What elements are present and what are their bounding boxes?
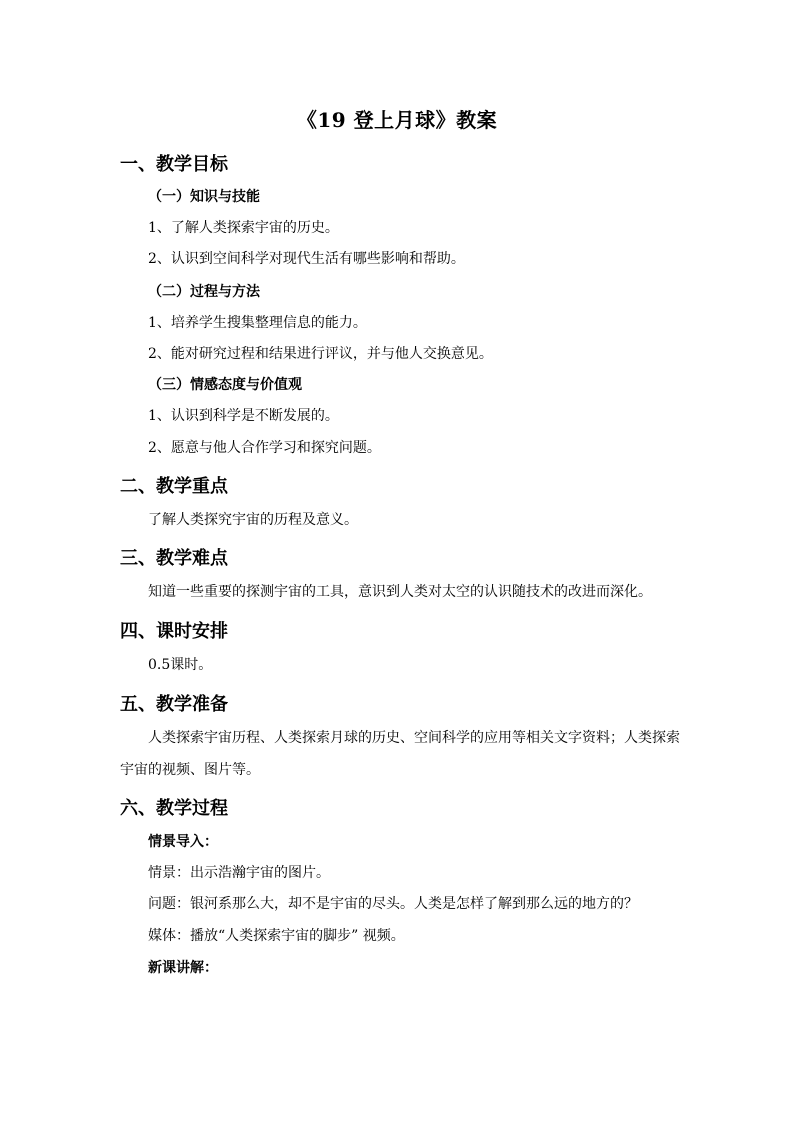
paragraph: 宇宙的视频、图片等。 bbox=[120, 762, 260, 778]
section-heading-schedule: 四、课时安排 bbox=[120, 621, 228, 642]
list-item: 2、愿意与他人合作学习和探究问题。 bbox=[148, 440, 381, 456]
section-heading-objectives: 一、教学目标 bbox=[120, 154, 228, 175]
subheading-knowledge-skills: （一）知识与技能 bbox=[148, 189, 260, 205]
list-item: 1、认识到科学是不断发展的。 bbox=[148, 408, 339, 424]
list-item: 2、能对研究过程和结果进行评议，并与他人交换意见。 bbox=[148, 346, 493, 362]
subheading-process-methods: （二）过程与方法 bbox=[148, 284, 260, 300]
subheading-attitudes-values: （三）情感态度与价值观 bbox=[148, 377, 302, 393]
section-heading-key-points: 二、教学重点 bbox=[120, 476, 228, 497]
paragraph: 问题：银河系那么大，却不是宇宙的尽头。人类是怎样了解到那么远的地方的？ bbox=[148, 896, 638, 912]
paragraph: 知道一些重要的探测宇宙的工具，意识到人类对太空的认识随技术的改进而深化。 bbox=[148, 584, 652, 600]
section-heading-process: 六、教学过程 bbox=[120, 798, 228, 819]
paragraph: 媒体：播放“人类探索宇宙的脚步” 视频。 bbox=[148, 928, 405, 944]
document-title: 《19 登上月球》教案 bbox=[296, 108, 498, 132]
paragraph: 0.5课时。 bbox=[148, 657, 213, 673]
label-intro: 情景导入： bbox=[148, 834, 218, 850]
list-item: 1、了解人类探索宇宙的历史。 bbox=[148, 220, 339, 236]
list-item: 1、培养学生搜集整理信息的能力。 bbox=[148, 315, 367, 331]
paragraph: 情景：出示浩瀚宇宙的图片。 bbox=[148, 865, 330, 881]
section-heading-difficulties: 三、教学难点 bbox=[120, 548, 228, 569]
paragraph: 了解人类探究宇宙的历程及意义。 bbox=[148, 512, 358, 528]
label-new-lesson: 新课讲解： bbox=[148, 960, 218, 976]
section-heading-preparation: 五、教学准备 bbox=[120, 694, 228, 715]
paragraph: 人类探索宇宙历程、人类探索月球的历史、空间科学的应用等相关文字资料；人类探索 bbox=[148, 730, 680, 746]
list-item: 2、认识到空间科学对现代生活有哪些影响和帮助。 bbox=[148, 251, 465, 267]
